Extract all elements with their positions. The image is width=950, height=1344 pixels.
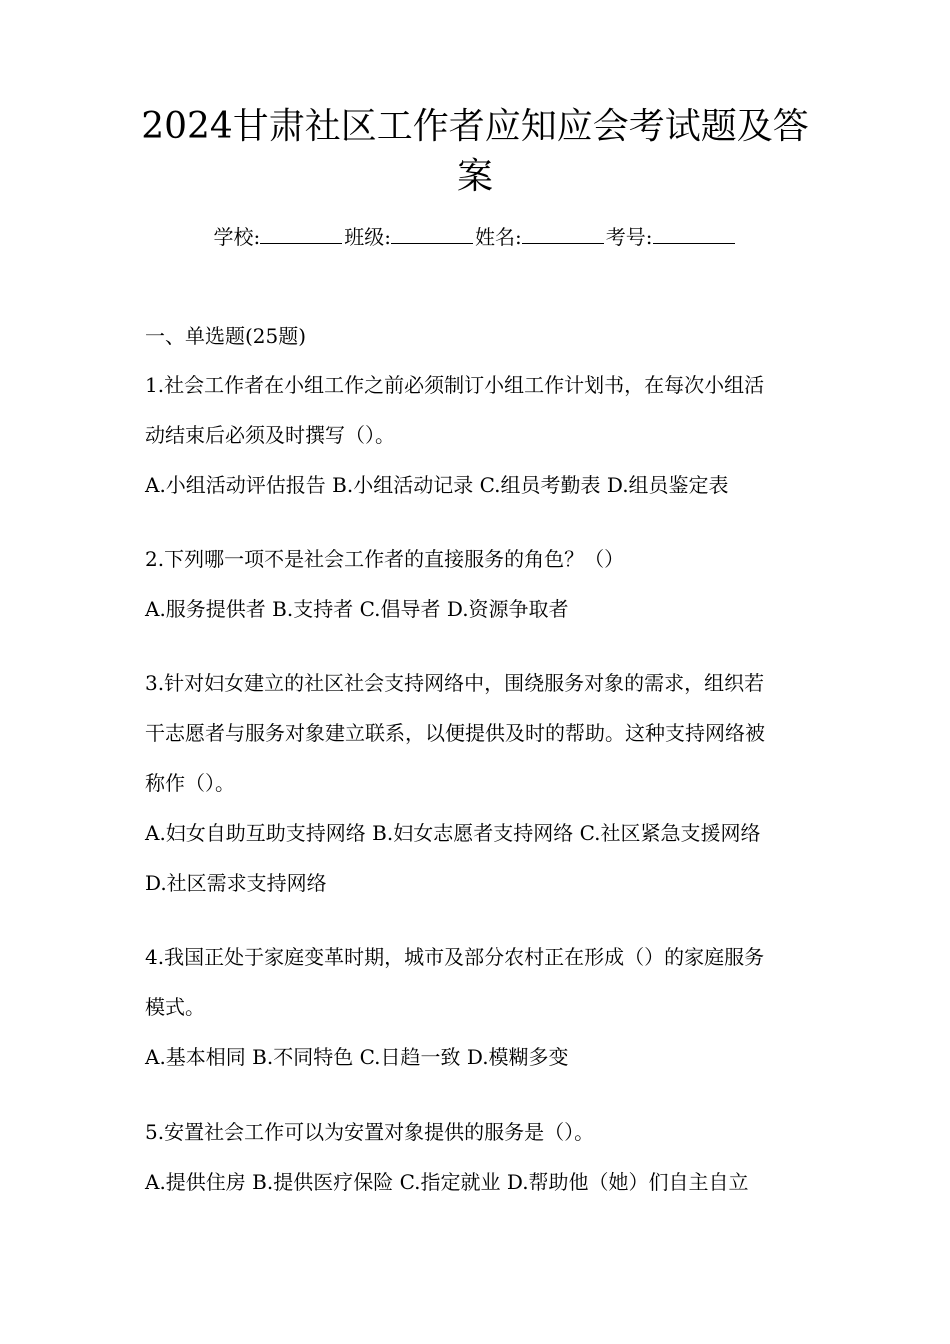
section-heading: 一、单选题(25题) bbox=[145, 324, 307, 348]
question-1-stem-line-2: 动结束后必须及时撰写（）。 bbox=[145, 423, 395, 447]
question-4-stem-line-1: 4.我国正处于家庭变革时期，城市及部分农村正在形成（）的家庭服务 bbox=[145, 945, 765, 969]
school-blank bbox=[260, 223, 342, 244]
question-4-options: A.基本相同 B.不同特色 C.日趋一致 D.模糊多变 bbox=[145, 1045, 569, 1069]
question-1-options: A.小组活动评估报告 B.小组活动记录 C.组员考勤表 D.组员鉴定表 bbox=[145, 473, 729, 497]
number-label: 考号: bbox=[605, 225, 653, 249]
question-3-stem-line-1: 3.针对妇女建立的社区社会支持网络中，围绕服务对象的需求，组织若 bbox=[145, 671, 765, 695]
question-2-options: A.服务提供者 B.支持者 C.倡导者 D.资源争取者 bbox=[145, 597, 569, 621]
question-2-stem-line-1: 2.下列哪一项不是社会工作者的直接服务的角色？（） bbox=[145, 547, 625, 571]
question-3-options-line-2: D.社区需求支持网络 bbox=[145, 871, 327, 895]
question-4-stem-line-2: 模式。 bbox=[145, 995, 205, 1019]
document-title-line-1: 2024甘肃社区工作者应知应会考试题及答 bbox=[141, 106, 809, 147]
question-5-stem-line-1: 5.安置社会工作可以为安置对象提供的服务是（）。 bbox=[145, 1120, 595, 1144]
school-label: 学校: bbox=[213, 225, 261, 249]
question-3-stem-line-3: 称作（）。 bbox=[145, 771, 235, 795]
question-5-options: A.提供住房 B.提供医疗保险 C.指定就业 D.帮助他（她）们自主自立 bbox=[145, 1170, 749, 1194]
question-3-options-line-1: A.妇女自助互助支持网络 B.妇女志愿者支持网络 C.社区紧急支援网络 bbox=[145, 821, 761, 845]
question-3-stem-line-2: 干志愿者与服务对象建立联系，以便提供及时的帮助。这种支持网络被 bbox=[145, 721, 765, 745]
document-title-line-2: 案 bbox=[456, 156, 493, 197]
name-blank bbox=[522, 223, 604, 244]
class-blank bbox=[391, 223, 473, 244]
class-label: 班级: bbox=[344, 225, 391, 249]
name-label: 姓名: bbox=[475, 225, 522, 249]
number-blank bbox=[653, 223, 735, 244]
student-info-fields bbox=[0, 222, 950, 252]
question-1-stem-line-1: 1.社会工作者在小组工作之前必须制订小组工作计划书，在每次小组活 bbox=[145, 373, 765, 397]
